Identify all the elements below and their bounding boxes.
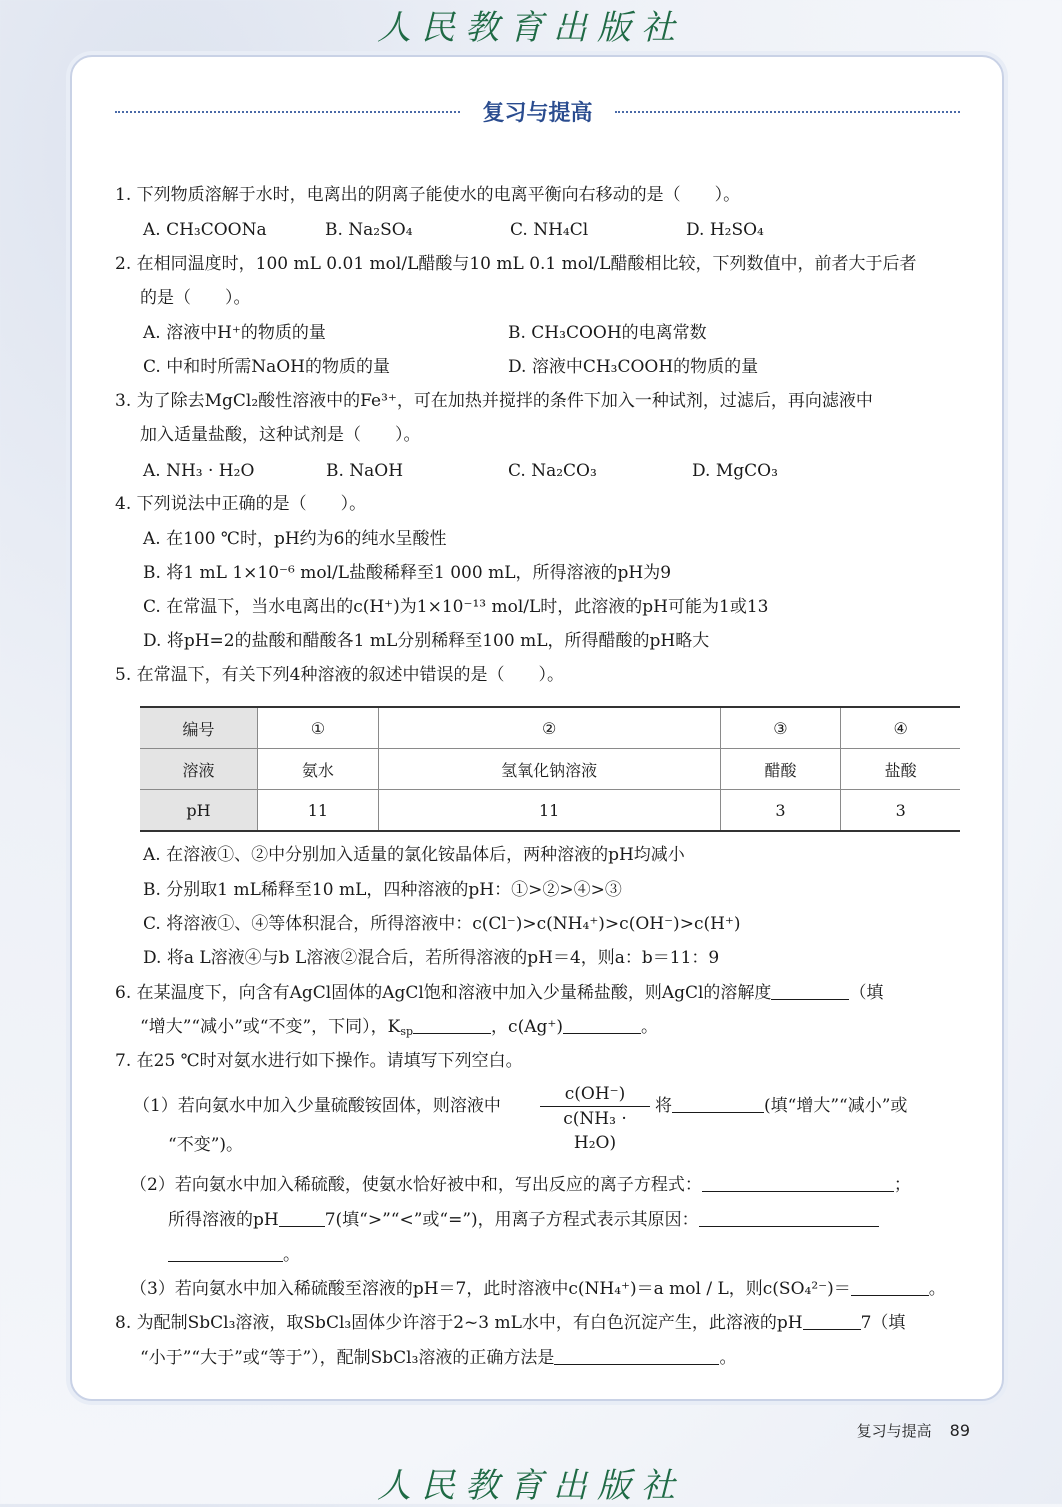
page-footer: [857, 1420, 970, 1441]
q7-blank-sulfate[interactable]: [851, 1279, 929, 1296]
q6-blank-ksp[interactable]: [413, 1017, 491, 1034]
q5-option-b: B. 分别取1 mL稀释至10 mL，四种溶液的pH：①>②>④>③: [143, 880, 622, 900]
q7-fill-hint: (填“增大”“减小”或: [764, 1096, 908, 1116]
q5-option-a: A. 在溶液①、②中分别加入适量的氯化铵晶体后，两种溶液的pH均减小: [143, 845, 685, 865]
q6-stem-tail: （填: [849, 983, 884, 1003]
q6-stem-line2: [140, 1016, 658, 1038]
q1-option-c: C. NH₄Cl: [510, 220, 589, 240]
q8-text-a: 8. 为配制SbCl₃溶液，取SbCl₃固体少许溶于2~3 mL水中，有白色沉淀产生，此溶液的pH: [115, 1313, 803, 1333]
q7-part2-line2: [168, 1209, 879, 1231]
table-row: [140, 749, 960, 790]
q2-option-b: B. CH₃COOH的电离常数: [508, 323, 707, 343]
table-cell: ①: [258, 707, 379, 749]
solutions-table: [140, 706, 960, 832]
q8-blank-ph[interactable]: [803, 1313, 861, 1330]
q5-stem: 5. 在常温下，有关下列4种溶液的叙述中错误的是（ ）。: [115, 665, 564, 685]
q2-option-a: A. 溶液中H⁺的物质的量: [143, 323, 326, 343]
q7-part1-tail: [655, 1095, 907, 1117]
table-cell: pH: [140, 790, 258, 832]
q7-part3: [130, 1278, 946, 1300]
q8-text-c: “小于”“大于”或“等于”），配制SbCl₃溶液的正确方法是: [140, 1348, 555, 1368]
q7-blank-equation[interactable]: [702, 1175, 894, 1192]
q3-option-c: C. Na₂CO₃: [508, 461, 597, 481]
q5-option-d: D. 将a L溶液④与b L溶液②混合后，若所得溶液的pH＝4，则a：b＝11：9: [143, 948, 720, 968]
table-cell: 氨水: [258, 749, 379, 790]
fraction-oh-over-nh3: [540, 1082, 650, 1153]
q3-stem-line1: 3. 为了除去MgCl₂酸性溶液中的Fe³⁺，可在加热并搅拌的条件下加入一种试剂，过滤后，再向滤液中: [115, 391, 873, 411]
q6-text-c: 。: [640, 1017, 658, 1037]
q4-option-a: A. 在100 ℃时，pH约为6的纯水呈酸性: [143, 529, 447, 549]
q1-option-b: B. Na₂SO₄: [325, 220, 413, 240]
ksp-subscript: sp: [400, 1025, 414, 1038]
q4-option-d: D. 将pH=2的盐酸和醋酸各1 mL分别稀释至100 mL，所得醋酸的pH略大: [143, 631, 710, 651]
q2-option-c: C. 中和时所需NaOH的物质的量: [143, 357, 390, 377]
q5-option-c: C. 将溶液①、④等体积混合，所得溶液中：c(Cl⁻)>c(NH₄⁺)>c(OH⁻)>c(H⁺): [143, 914, 741, 934]
table-cell: 3: [720, 790, 841, 832]
q7-part3-text: （3）若向氨水中加入稀硫酸至溶液的pH＝7，此时溶液中c(NH₄⁺)＝a mol / L，则c(SO₄²⁻)＝: [130, 1279, 851, 1299]
publisher-logo-top: 人民教育出版社: [377, 8, 685, 48]
q7-part3-period: 。: [928, 1279, 946, 1299]
q7-part2-line3: [168, 1244, 300, 1266]
q8-stem-line1: [115, 1312, 905, 1334]
q7-jiang: 将: [655, 1096, 672, 1116]
fraction-numerator: c(OH⁻): [564, 1084, 626, 1104]
table-cell: 编号: [140, 707, 258, 749]
q6-blank-ag[interactable]: [563, 1017, 641, 1034]
q8-text-b: 7（填: [860, 1313, 906, 1333]
q6-text-a: “增大”“减小”或“不变”，下同），K: [140, 1017, 401, 1037]
q8-stem-line2: [140, 1347, 736, 1369]
q7-blank-reason-cont[interactable]: [168, 1245, 283, 1262]
table-cell: 溶液: [140, 749, 258, 790]
q4-option-b: B. 将1 mL 1×10⁻⁶ mol/L盐酸稀释至1 000 mL，所得溶液的pH为9: [143, 563, 672, 583]
q7-part2-period: 。: [283, 1245, 300, 1265]
table-cell: 盐酸: [841, 749, 960, 790]
q7-part1-text: （1）若向氨水中加入少量硫酸铵固体，则溶液中: [133, 1096, 501, 1116]
q7-part1-line2: “不变”)。: [168, 1135, 244, 1155]
table-cell: 氢氧化钠溶液: [378, 749, 720, 790]
q7-blank-ph[interactable]: [279, 1210, 325, 1227]
q7-part2-text: （2）若向氨水中加入稀硫酸，使氨水恰好被中和，写出反应的离子方程式：: [130, 1175, 702, 1195]
q1-stem: 1. 下列物质溶解于水时，电离出的阴离子能使水的电离平衡向右移动的是（ ）。: [115, 185, 741, 205]
table-row: [140, 790, 960, 832]
q2-option-d: D. 溶液中CH₃COOH的物质的量: [508, 357, 759, 377]
table-cell: 3: [841, 790, 960, 832]
q3-stem-line2: 加入适量盐酸，这种试剂是（ ）。: [140, 425, 421, 445]
page-number: 89: [949, 1421, 970, 1440]
q7-part2-semicolon: ；: [893, 1175, 911, 1195]
q3-option-b: B. NaOH: [326, 461, 404, 481]
q7-blank-1[interactable]: [672, 1096, 764, 1113]
section-title: 复习与提高: [482, 101, 593, 126]
fraction-denominator: c(NH₃ · H₂O): [563, 1109, 627, 1153]
q7-stem: 7. 在25 ℃时对氨水进行如下操作。请填写下列空白。: [115, 1051, 523, 1071]
table-cell: 11: [258, 790, 379, 832]
q6-stem-line1: [115, 982, 883, 1004]
q7-reason-text: 7(填“>”“<”或“=”)，用离子方程式表示其原因：: [324, 1210, 699, 1230]
q1-option-d: D. H₂SO₄: [686, 220, 764, 240]
q4-stem: 4. 下列说法中正确的是（ ）。: [115, 494, 367, 514]
table-cell: 11: [378, 790, 720, 832]
table-row: [140, 707, 960, 749]
table-cell: ③: [720, 707, 841, 749]
footer-label: 复习与提高: [856, 1422, 932, 1440]
table-cell: ②: [378, 707, 720, 749]
q2-stem-line1: 2. 在相同温度时，100 mL 0.01 mol/L醋酸与10 mL 0.1 mol/L醋酸相比较，下列数值中，前者大于后者: [115, 254, 917, 274]
q6-blank-solubility[interactable]: [771, 983, 849, 1000]
q8-text-d: 。: [719, 1348, 737, 1368]
q7-part2-line1: [130, 1174, 911, 1196]
table-cell: 醋酸: [720, 749, 841, 790]
section-header: [115, 96, 960, 128]
q8-blank-method[interactable]: [554, 1348, 719, 1365]
table-cell: ④: [841, 707, 960, 749]
dotted-rule-left: [115, 111, 460, 113]
q3-option-a: A. NH₃ · H₂O: [143, 461, 255, 481]
q2-stem-line2: 的是（ ）。: [140, 288, 251, 308]
q3-option-d: D. MgCO₃: [692, 461, 778, 481]
q6-text-b: ，c(Ag⁺): [491, 1017, 563, 1037]
publisher-logo-bottom: 人民教育出版社: [377, 1466, 685, 1506]
q6-stem-text: 6. 在某温度下，向含有AgCl固体的AgCl饱和溶液中加入少量稀盐酸，则AgCl的溶解度: [115, 983, 772, 1003]
q4-option-c: C. 在常温下，当水电离出的c(H⁺)为1×10⁻¹³ mol/L时，此溶液的pH可能为1或13: [143, 597, 769, 617]
dotted-rule-right: [615, 111, 960, 113]
q7-ph-text: 所得溶液的pH: [168, 1210, 279, 1230]
q1-option-a: A. CH₃COONa: [143, 220, 267, 240]
q7-blank-reason[interactable]: [699, 1210, 879, 1227]
